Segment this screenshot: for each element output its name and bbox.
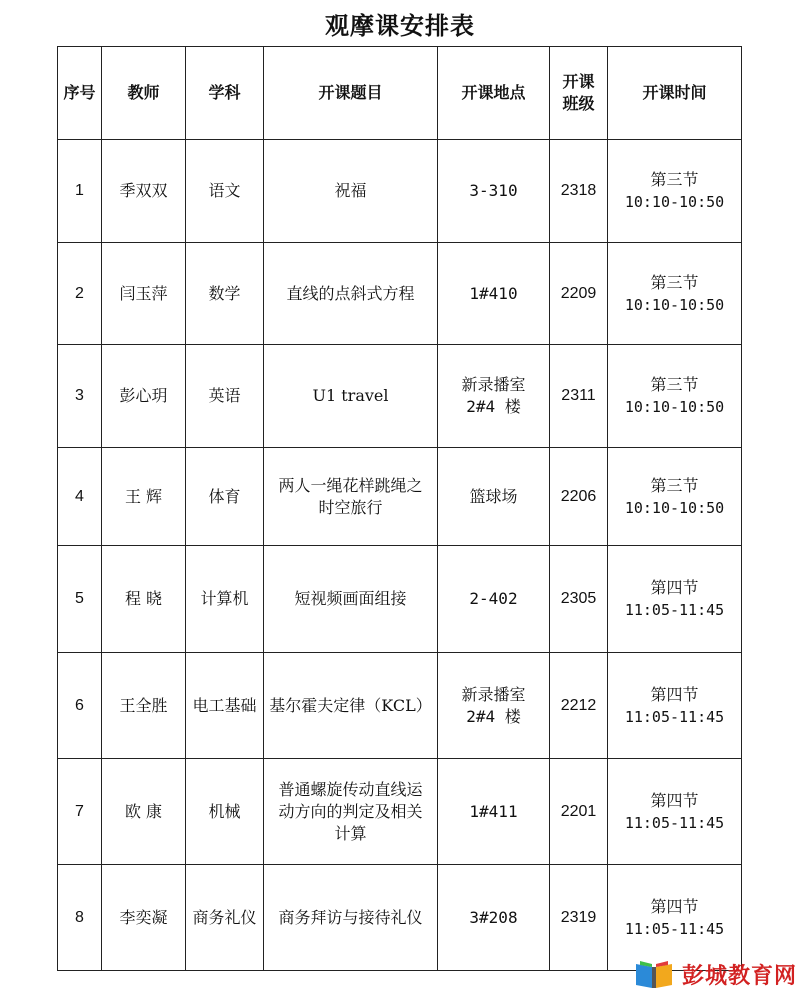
table-row [58, 865, 742, 971]
book-logo-icon [632, 958, 676, 990]
cell-topic [264, 865, 438, 971]
period-label: 第三节 [650, 272, 699, 292]
table-row [58, 140, 742, 243]
time-range: 11:05-11:45 [624, 919, 725, 938]
time-range: 10:10-10:50 [624, 193, 725, 211]
cell-teacher: 王全胜 [102, 653, 186, 759]
header-class-line2: 班级 [562, 94, 595, 113]
cell-location [438, 759, 550, 865]
header-class-line1: 开课 [562, 72, 595, 91]
cell-teacher: 彭心玥 [102, 345, 186, 448]
location-line: 新录播室 [461, 375, 526, 394]
table-row [58, 243, 742, 345]
table-row [58, 653, 742, 759]
header-time: 开课时间 [608, 47, 742, 140]
location-line: 1#411 [469, 801, 518, 821]
period-label: 第四节 [650, 578, 699, 597]
cell-subject: 英语 [186, 345, 264, 448]
cell-no: 7 [58, 759, 102, 865]
cell-no: 1 [58, 140, 102, 243]
table-header-row [58, 47, 742, 140]
topic-line: 基尔霍夫定律（KCL） [269, 695, 432, 715]
cell-no: 3 [58, 345, 102, 448]
header-location: 开课地点 [438, 47, 550, 140]
cell-no: 6 [58, 653, 102, 759]
cell-class: 2206 [550, 448, 608, 546]
cell-class: 2209 [550, 243, 608, 345]
cell-subject: 电工基础 [186, 653, 264, 759]
cell-location [438, 140, 550, 243]
location-line: 3#208 [469, 907, 518, 927]
watermark-text: 彭城教育网 [682, 963, 798, 989]
cell-time [608, 345, 742, 448]
cell-class: 2311 [550, 345, 608, 448]
cell-no: 2 [58, 243, 102, 345]
location-line: 2-402 [469, 589, 518, 608]
location-line: 篮球场 [469, 486, 518, 506]
cell-class: 2319 [550, 865, 608, 971]
table-body [58, 140, 742, 971]
cell-time [608, 865, 742, 971]
period-label: 第四节 [650, 684, 699, 704]
cell-teacher: 王 辉 [102, 448, 186, 546]
period-label: 第三节 [650, 475, 699, 495]
cell-subject: 计算机 [186, 546, 264, 653]
location-line: 1#410 [469, 283, 518, 303]
topic-line: 两人一绳花样跳绳之 [278, 475, 423, 495]
cell-teacher: 欧 康 [102, 759, 186, 865]
cell-topic [264, 759, 438, 865]
cell-topic [264, 243, 438, 345]
cell-location [438, 345, 550, 448]
cell-time [608, 653, 742, 759]
header-class [550, 47, 608, 140]
cell-no: 5 [58, 546, 102, 653]
cell-no: 8 [58, 865, 102, 971]
period-label: 第四节 [650, 790, 699, 810]
page-title: 观摩课安排表 [325, 11, 475, 40]
cell-subject: 体育 [186, 448, 264, 546]
cell-location [438, 546, 550, 653]
cell-topic [264, 345, 438, 448]
location-line: 新录播室 [461, 684, 526, 704]
location-line: 2#4 楼 [466, 397, 521, 416]
cell-subject: 商务礼仪 [186, 865, 264, 971]
topic-line: 普通螺旋传动直线运 [278, 779, 423, 799]
cell-subject: 机械 [186, 759, 264, 865]
cell-location [438, 448, 550, 546]
watermark-logo [632, 958, 797, 990]
cell-topic [264, 448, 438, 546]
location-line: 2#4 楼 [466, 706, 521, 726]
topic-line: 时空旅行 [318, 497, 383, 517]
schedule-table [57, 46, 742, 971]
time-range: 10:10-10:50 [624, 498, 725, 517]
cell-class: 2305 [550, 546, 608, 653]
time-range: 10:10-10:50 [624, 398, 725, 416]
cell-location [438, 865, 550, 971]
topic-line: 计算 [334, 823, 367, 843]
cell-time [608, 759, 742, 865]
time-range: 10:10-10:50 [624, 295, 725, 314]
table-row [58, 448, 742, 546]
cell-time [608, 140, 742, 243]
topic-line: 短视频画面组接 [294, 589, 407, 608]
cell-class: 2212 [550, 653, 608, 759]
cell-teacher: 程 晓 [102, 546, 186, 653]
header-subject: 学科 [186, 47, 264, 140]
topic-line: 商务拜访与接待礼仪 [278, 907, 423, 927]
time-range: 11:05-11:45 [624, 601, 725, 619]
table-row [58, 546, 742, 653]
period-label: 第三节 [650, 375, 699, 394]
cell-time [608, 448, 742, 546]
topic-line: 直线的点斜式方程 [286, 283, 415, 303]
time-range: 11:05-11:45 [624, 813, 725, 832]
cell-location [438, 243, 550, 345]
cell-teacher: 闫玉萍 [102, 243, 186, 345]
cell-class: 2318 [550, 140, 608, 243]
cell-topic [264, 546, 438, 653]
topic-line: U1 travel [312, 386, 389, 405]
cell-time [608, 546, 742, 653]
cell-topic [264, 653, 438, 759]
header-teacher: 教师 [102, 47, 186, 140]
header-no: 序号 [58, 47, 102, 140]
cell-location [438, 653, 550, 759]
header-topic: 开课题目 [264, 47, 438, 140]
location-line: 3-310 [469, 181, 518, 200]
table-row [58, 345, 742, 448]
topic-line: 动方向的判定及相关 [278, 801, 423, 821]
cell-teacher: 李奕凝 [102, 865, 186, 971]
cell-time [608, 243, 742, 345]
cell-subject: 语文 [186, 140, 264, 243]
cell-class: 2201 [550, 759, 608, 865]
table-row [58, 759, 742, 865]
time-range: 11:05-11:45 [624, 707, 725, 726]
cell-no: 4 [58, 448, 102, 546]
period-label: 第四节 [650, 896, 699, 916]
cell-topic [264, 140, 438, 243]
cell-subject: 数学 [186, 243, 264, 345]
cell-teacher: 季双双 [102, 140, 186, 243]
period-label: 第三节 [650, 170, 699, 189]
topic-line: 祝福 [334, 181, 367, 200]
